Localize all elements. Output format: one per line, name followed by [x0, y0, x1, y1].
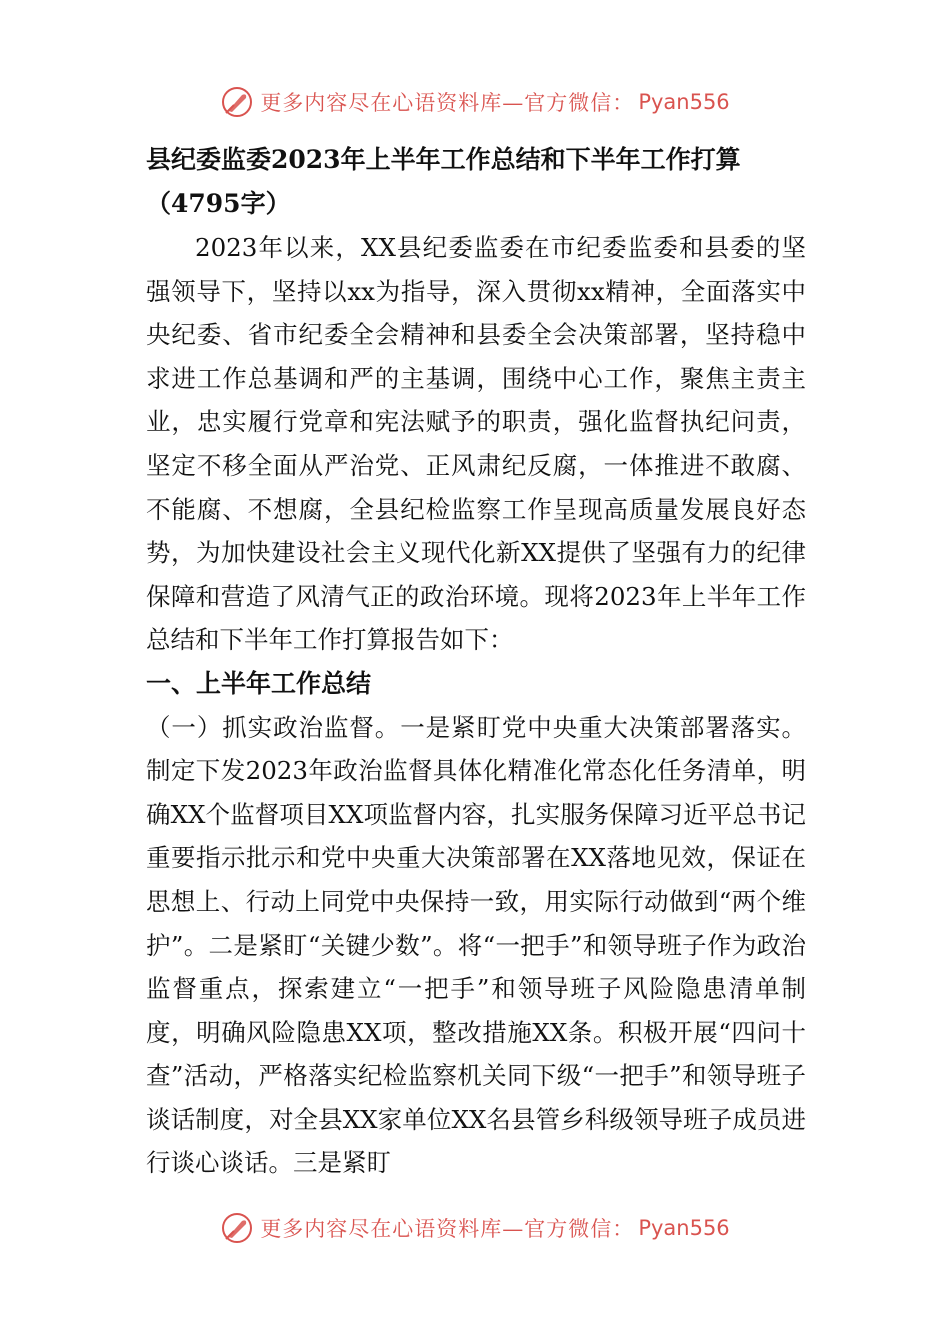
watermark-text: 更多内容尽在心语资料库—官方微信：: [260, 1217, 635, 1241]
wechat-id: Pyan556: [638, 90, 730, 114]
feather-pen-icon: [220, 85, 254, 119]
section1-paragraph-1: （一）抓实政治监督。一是紧盯党中央重大决策部署落实。制定下发2023年政治监督具体化精准化常态化任务清单，明确XX个监督项目XX项监督内容，扎实服务保障习近平总书记重要指示批示和党中央重大决策部署在XX落地见效，保证在思想上、行动上同党中央保持一致，用实际行动做到“两个维护”。二是紧盯“关键少数”。将“一把手”和领导班子作为政治监督重点，探索建立“一把手”和领导班子风险隐患清单制度，明确风险隐患XX项，整改措施XX条。积极开展“四问十查”活动，严格落实纪检监察机关同下级“一把手”和领导班子谈话制度，对全县XX家单位XX名县管乡科级领导班子成员进行谈心谈话。三是紧盯: [146, 712, 806, 1178]
wechat-id: Pyan556: [638, 1216, 730, 1240]
feather-pen-icon: [220, 1211, 254, 1245]
intro-paragraph: 2023年以来，XX县纪委监委在市纪委监委和县委的坚强领导下，坚持以xx为指导，深入贯彻xx精神，全面落实中央纪委、省市纪委全会精神和县委全会决策部署，坚持稳中求进工作总基调和严的主基调，围绕中心工作，聚焦主责主业，忠实履行党章和宪法赋予的职责，强化监督执纪问责，坚定不移全面从严治党、正风肃纪反腐，一体推进不敢腐、不能腐、不想腐，全县纪检监察工作呈现高质量发展良好态势，为加快建设社会主义现代化新XX提供了坚强有力的纪律保障和营造了风清气正的政治环境。现将2023年上半年工作总结和下半年工作打算报告如下：: [146, 233, 806, 655]
watermark-text: 更多内容尽在心语资料库—官方微信：: [260, 91, 635, 115]
title-text: 县纪委监委2023年上半年工作总结和下半年工作打算: [146, 145, 741, 174]
document-title: [146, 138, 806, 226]
footer-watermark: [0, 1208, 950, 1248]
word-count: （4795字）: [146, 189, 291, 218]
header-watermark: [0, 82, 950, 122]
document-body: [146, 138, 806, 1185]
section-heading-1: 一、上半年工作总结: [146, 668, 372, 698]
